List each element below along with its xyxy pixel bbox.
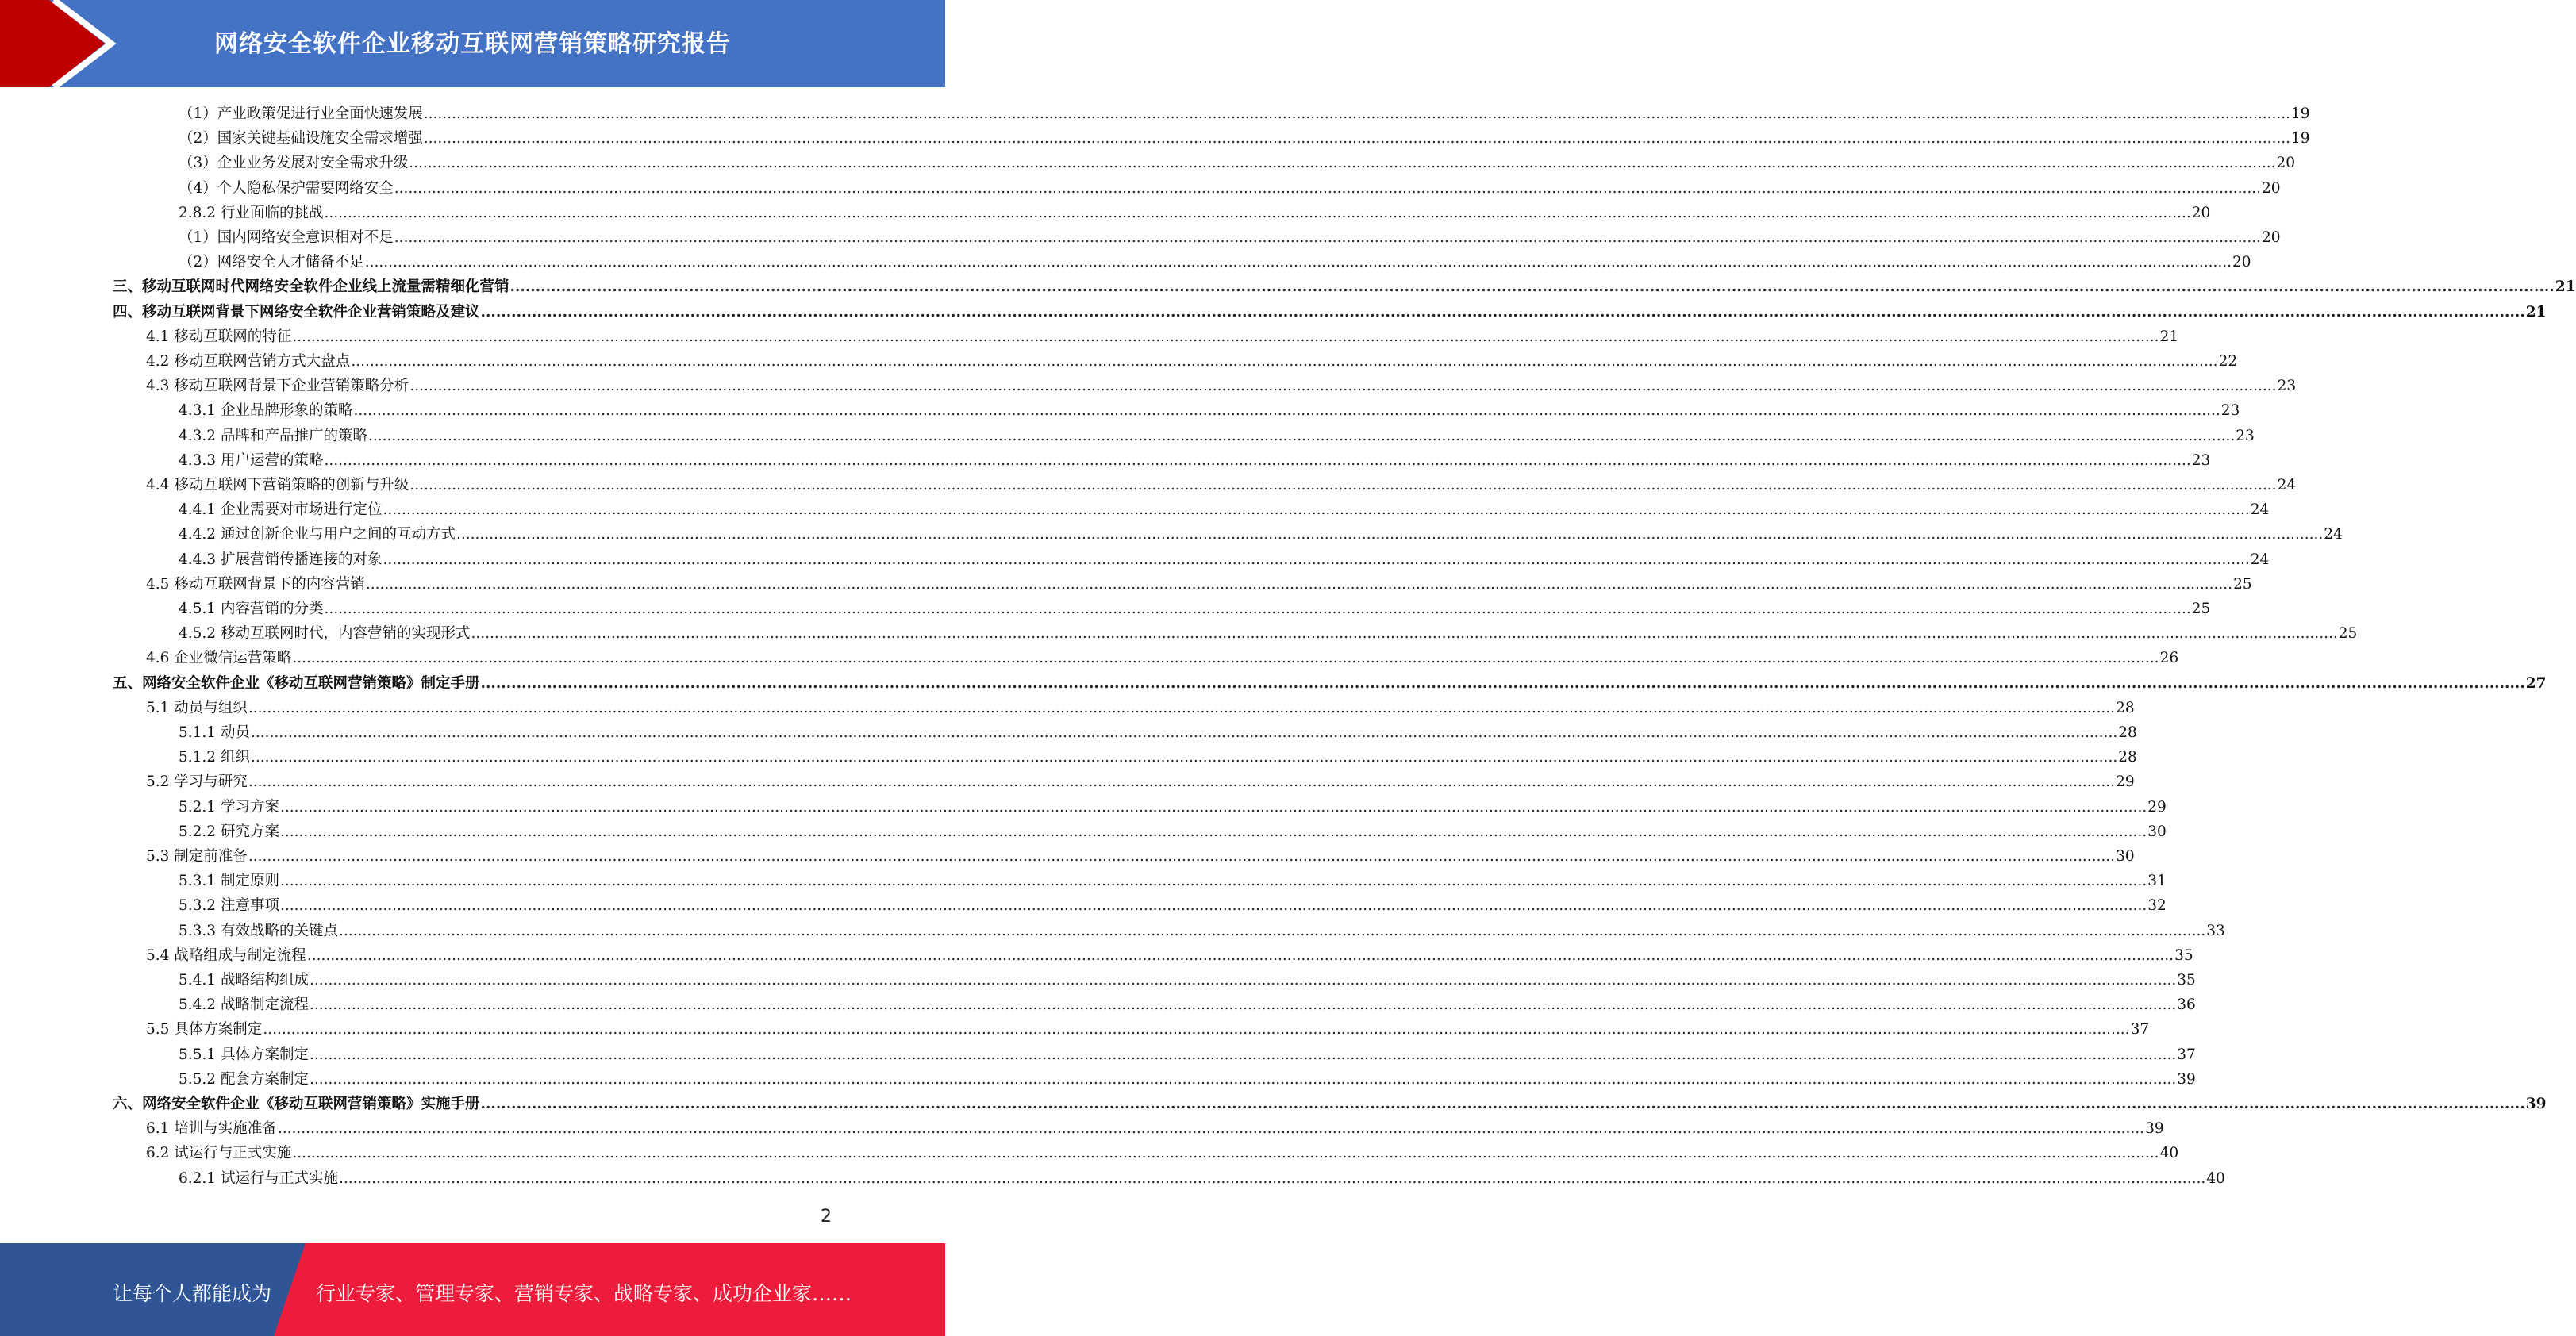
toc-entry[interactable] [179,745,2137,770]
toc-entry-label: 2.8.2 行业面临的挑战 [179,204,324,221]
toc-dot-leader: ................................................................................................................................................................................................................................................................................................................................................................................................................ [394,229,2262,246]
toc-entry-label: 4.5 移动互联网背景下的内容营销 [146,575,365,593]
toc-entry[interactable] [113,274,2576,299]
toc-entry-label: 5.1.1 动员 [179,724,250,741]
toc-entry[interactable] [146,374,2297,398]
toc-dot-leader: ................................................................................................................................................................................................................................................................................................................................................................................................................ [423,106,2291,122]
toc-entry-page: 29 [2116,774,2135,791]
toc-entry[interactable] [179,497,2270,522]
toc-dot-leader: ................................................................................................................................................................................................................................................................................................................................................................................................................ [248,699,2116,716]
toc-entry[interactable] [179,820,2167,844]
footer-slogan-right: 行业专家、管理专家、营销专家、战略专家、成功企业家…… [316,1282,852,1305]
toc-dot-leader: ................................................................................................................................................................................................................................................................................................................................................................................................................ [306,946,2174,964]
toc-entry[interactable] [179,720,2137,745]
toc-entry-page: 35 [2174,946,2193,964]
toc-entry-label: 四、移动互联网背景下网络安全软件企业营销策略及建议 [113,303,480,321]
toc-entry-page: 19 [2291,130,2310,148]
toc-entry-page: 28 [2118,724,2137,741]
toc-dot-leader: ................................................................................................................................................................................................................................................................................................................................................................................................................ [292,328,2159,345]
toc-entry-page: 27 [2525,674,2547,692]
toc-entry-label: 4.6 企业微信运营策略 [146,650,292,667]
toc-entry[interactable] [146,770,2135,794]
toc-entry-label: 5.5.2 配套方案制定 [179,1070,309,1088]
toc-dot-leader: ................................................................................................................................................................................................................................................................................................................................................................................................................ [250,724,2118,741]
toc-entry-label: 5.4 战略组成与制定流程 [146,946,306,964]
toc-entry-page: 24 [2250,551,2270,568]
toc-entry[interactable] [146,1116,2164,1141]
toc-dot-leader: ................................................................................................................................................................................................................................................................................................................................................................................................................ [480,303,2525,321]
toc-entry-page: 21 [2555,278,2576,296]
toc-entry-label: 5.4.2 战略制定流程 [179,996,309,1014]
toc-entry-label: 5.1 动员与组织 [146,699,248,716]
toc-entry-page: 39 [2145,1120,2164,1138]
toc-entry[interactable] [179,1067,2196,1092]
toc-entry-label: （4）个人隐私保护需要网络安全 [179,179,394,197]
toc-entry[interactable] [146,1141,2179,1165]
toc-entry-label: 4.1 移动互联网的特征 [146,328,292,345]
toc-dot-leader: ................................................................................................................................................................................................................................................................................................................................................................................................................ [471,625,2338,643]
toc-entry[interactable] [179,126,2310,151]
toc-entry-label: 5.5.1 具体方案制定 [179,1046,309,1063]
toc-entry-label: 4.3.3 用户运营的策略 [179,451,324,469]
toc-entry[interactable] [146,473,2297,497]
toc-entry-page: 25 [2338,625,2358,643]
toc-entry[interactable] [179,893,2167,918]
toc-entry-page: 35 [2177,972,2196,989]
toc-entry[interactable] [179,225,2281,250]
toc-entry-page: 24 [2250,501,2270,519]
toc-dot-leader: ................................................................................................................................................................................................................................................................................................................................................................................................................ [480,1096,2525,1112]
toc-entry-page: 37 [2177,1046,2196,1063]
toc-entry-page: 20 [2262,179,2281,197]
toc-entry[interactable] [146,324,2179,349]
toc-entry-page: 21 [2525,303,2547,321]
toc-entry-page: 19 [2291,106,2310,122]
toc-dot-leader: ................................................................................................................................................................................................................................................................................................................................................................................................................ [279,873,2147,890]
toc-entry-label: 5.2 学习与研究 [146,774,248,791]
page-header [0,0,945,87]
toc-dot-leader: ................................................................................................................................................................................................................................................................................................................................................................................................................ [351,353,2218,370]
toc-dot-leader: ................................................................................................................................................................................................................................................................................................................................................................................................................ [338,922,2206,939]
toc-entry-page: 39 [2525,1096,2547,1112]
toc-entry-label: 4.3.2 品牌和产品推广的策略 [179,427,367,444]
toc-entry-label: （1）国内网络安全意识相对不足 [179,229,394,246]
toc-entry-label: 三、移动互联网时代网络安全软件企业线上流量需精细化营销 [113,278,509,296]
toc-dot-leader: ................................................................................................................................................................................................................................................................................................................................................................................................................ [509,278,2555,296]
footer-slogan-left: 让每个人都能成为 [113,1282,272,1305]
toc-entry[interactable] [113,300,2547,324]
toc-entry[interactable] [179,597,2211,621]
toc-entry-page: 23 [2220,402,2240,420]
toc-dot-leader: ................................................................................................................................................................................................................................................................................................................................................................................................................ [409,378,2277,395]
toc-entry-page: 39 [2177,1070,2196,1088]
toc-entry-page: 23 [2191,451,2211,469]
toc-dot-leader: ................................................................................................................................................................................................................................................................................................................................................................................................................ [248,774,2116,791]
toc-entry[interactable] [146,646,2179,670]
toc-entry[interactable] [179,398,2240,423]
toc-entry-label: 4.4.2 通过创新企业与用户之间的互动方式 [179,526,456,543]
toc-dot-leader: ................................................................................................................................................................................................................................................................................................................................................................................................................ [292,650,2159,667]
toc-dot-leader: ................................................................................................................................................................................................................................................................................................................................................................................................................ [456,526,2324,543]
toc-entry-page: 28 [2116,699,2135,716]
toc-dot-leader: ................................................................................................................................................................................................................................................................................................................................................................................................................ [383,501,2250,519]
toc-entry[interactable] [179,621,2358,646]
toc-entry[interactable] [179,869,2167,893]
toc-dot-leader: ................................................................................................................................................................................................................................................................................................................................................................................................................ [364,254,2232,271]
toc-entry[interactable] [146,1017,2150,1042]
toc-dot-leader: ................................................................................................................................................................................................................................................................................................................................................................................................................ [367,427,2236,444]
toc-entry[interactable] [179,424,2255,448]
toc-entry-label: 5.3.3 有效战略的关键点 [179,922,338,939]
toc-dot-leader: ................................................................................................................................................................................................................................................................................................................................................................................................................ [292,1145,2159,1162]
toc-entry-label: 4.5.1 内容营销的分类 [179,601,324,617]
toc-entry-page: 24 [2277,477,2297,493]
toc-entry[interactable] [146,696,2135,720]
toc-entry[interactable] [146,572,2252,597]
toc-entry[interactable] [179,547,2270,572]
toc-entry-label: 4.4 移动互联网下营销策略的创新与升级 [146,477,409,493]
toc-entry-label: 4.4.1 企业需要对市场进行定位 [179,501,383,519]
toc-entry[interactable] [179,992,2196,1017]
toc-entry-page: 22 [2218,353,2238,370]
toc-entry[interactable] [179,1166,2225,1191]
toc-dot-leader: ................................................................................................................................................................................................................................................................................................................................................................................................................ [279,897,2147,915]
toc-entry-page: 25 [2191,601,2211,617]
toc-dot-leader: ................................................................................................................................................................................................................................................................................................................................................................................................................ [353,402,2220,420]
toc-entry[interactable] [179,176,2281,201]
toc-entry-page: 32 [2147,897,2167,915]
toc-entry-label: 5.4.1 战略结构组成 [179,972,309,989]
toc-entry[interactable] [179,151,2296,175]
toc-dot-leader: ................................................................................................................................................................................................................................................................................................................................................................................................................ [423,130,2291,148]
toc-dot-leader: ................................................................................................................................................................................................................................................................................................................................................................................................................ [338,1169,2206,1187]
toc-entry-label: （2）国家关键基础设施安全需求增强 [179,130,423,148]
toc-dot-leader: ................................................................................................................................................................................................................................................................................................................................................................................................................ [309,1070,2177,1088]
toc-entry-label: 5.3.2 注意事项 [179,897,279,915]
toc-dot-leader: ................................................................................................................................................................................................................................................................................................................................................................................................................ [250,749,2118,766]
toc-entry[interactable] [113,671,2547,696]
toc-entry-label: 6.1 培训与实施准备 [146,1120,277,1138]
toc-dot-leader: ................................................................................................................................................................................................................................................................................................................................................................................................................ [277,1120,2145,1138]
toc-entry[interactable] [179,795,2167,820]
toc-entry-label: 6.2.1 试运行与正式实施 [179,1169,338,1187]
toc-entry-page: 40 [2159,1145,2179,1162]
toc-dot-leader: ................................................................................................................................................................................................................................................................................................................................................................................................................ [279,798,2147,816]
toc-entry-label: 4.5.2 移动互联网时代，内容营销的实现形式 [179,625,471,643]
page-footer [0,1243,945,1336]
toc-dot-leader: ................................................................................................................................................................................................................................................................................................................................................................................................................ [263,1021,2130,1038]
toc-entry-label: （2）网络安全人才储备不足 [179,254,364,271]
toc-entry-label: 五、网络安全软件企业《移动互联网营销策略》制定手册 [113,674,480,692]
toc-dot-leader: ................................................................................................................................................................................................................................................................................................................................................................................................................ [409,477,2277,493]
toc-dot-leader: ................................................................................................................................................................................................................................................................................................................................................................................................................ [309,996,2177,1014]
toc-dot-leader: ................................................................................................................................................................................................................................................................................................................................................................................................................ [480,674,2525,692]
toc-entry-page: 29 [2147,798,2167,816]
toc-dot-leader: ................................................................................................................................................................................................................................................................................................................................................................................................................ [309,972,2177,989]
toc-entry[interactable] [179,968,2196,992]
toc-entry-page: 26 [2159,650,2179,667]
toc-entry-page: 21 [2159,328,2179,345]
toc-entry[interactable] [179,919,2225,943]
toc-entry-label: 4.3 移动互联网背景下企业营销策略分析 [146,378,409,395]
toc-dot-leader: ................................................................................................................................................................................................................................................................................................................................................................................................................ [365,575,2233,593]
toc-entry[interactable] [179,250,2251,274]
toc-entry[interactable] [146,349,2238,374]
toc-entry[interactable] [113,1092,2547,1116]
toc-dot-leader: ................................................................................................................................................................................................................................................................................................................................................................................................................ [279,823,2147,840]
toc-entry[interactable] [179,1042,2196,1067]
document-title: 网络安全软件企业移动互联网营销策略研究报告 [214,30,731,58]
toc-entry-label: （3）企业业务发展对安全需求升级 [179,155,409,172]
toc-entry-label: 4.2 移动互联网营销方式大盘点 [146,353,351,370]
toc-entry-page: 40 [2206,1169,2225,1187]
toc-entry-page: 37 [2130,1021,2150,1038]
toc-entry[interactable] [179,102,2310,126]
toc-entry-page: 23 [2236,427,2255,444]
toc-entry-label: 5.2.2 研究方案 [179,823,279,840]
toc-dot-leader: ................................................................................................................................................................................................................................................................................................................................................................................................................ [409,155,2276,172]
toc-dot-leader: ................................................................................................................................................................................................................................................................................................................................................................................................................ [394,179,2262,197]
toc-entry-label: 六、网络安全软件企业《移动互联网营销策略》实施手册 [113,1096,480,1112]
toc-entry[interactable] [146,943,2193,968]
toc-dot-leader: ................................................................................................................................................................................................................................................................................................................................................................................................................ [309,1046,2177,1063]
toc-entry-label: 5.5 具体方案制定 [146,1021,263,1038]
toc-entry-label: 6.2 试运行与正式实施 [146,1145,292,1162]
toc-entry-page: 20 [2262,229,2281,246]
toc-dot-leader: ................................................................................................................................................................................................................................................................................................................................................................................................................ [248,848,2116,865]
toc-entry-label: 5.3 制定前准备 [146,848,248,865]
toc-entry-page: 24 [2324,526,2343,543]
toc-entry-label: 5.1.2 组织 [179,749,250,766]
toc-entry-page: 36 [2177,996,2196,1014]
toc-entry-page: 20 [2276,155,2296,172]
toc-dot-leader: ................................................................................................................................................................................................................................................................................................................................................................................................................ [383,551,2250,568]
page-number: 2 [821,1207,832,1227]
toc-entry-page: 31 [2147,873,2167,890]
toc-entry-label: 5.2.1 学习方案 [179,798,279,816]
toc-entry-page: 33 [2206,922,2225,939]
toc-entry-page: 20 [2191,204,2211,221]
toc-entry-label: 4.3.1 企业品牌形象的策略 [179,402,353,420]
toc-entry-label: 5.3.1 制定原则 [179,873,279,890]
toc-entry-page: 30 [2147,823,2167,840]
toc-dot-leader: ................................................................................................................................................................................................................................................................................................................................................................................................................ [324,204,2191,221]
toc-entry[interactable] [146,844,2135,869]
toc-entry-page: 23 [2277,378,2297,395]
toc-entry-page: 25 [2233,575,2252,593]
toc-dot-leader: ................................................................................................................................................................................................................................................................................................................................................................................................................ [324,601,2191,617]
toc-entry-page: 28 [2118,749,2137,766]
toc-entry[interactable] [179,448,2211,473]
toc-entry-label: （1）产业政策促进行业全面快速发展 [179,106,423,122]
toc-dot-leader: ................................................................................................................................................................................................................................................................................................................................................................................................................ [324,451,2191,469]
toc-entry-page: 20 [2232,254,2251,271]
toc-entry[interactable] [179,201,2211,225]
toc-entry-label: 4.4.3 扩展营销传播连接的对象 [179,551,383,568]
toc-entry[interactable] [179,522,2343,547]
header-arrow-decoration [0,0,127,87]
header-red-arrow [0,0,105,87]
toc-entry-page: 30 [2116,848,2135,865]
